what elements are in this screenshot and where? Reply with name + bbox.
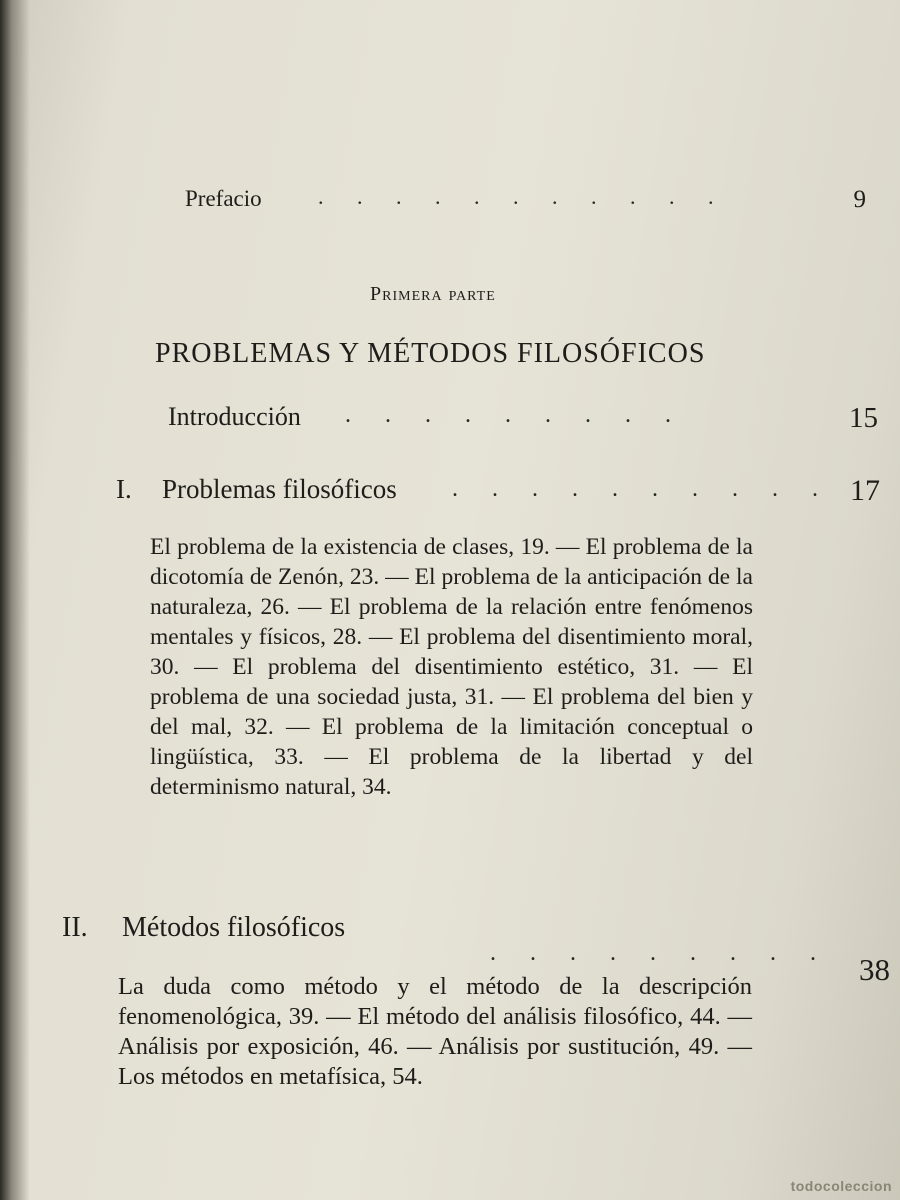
chapter-title: Problemas filosóficos bbox=[162, 474, 397, 504]
leader-dots: . . . . . . . . . bbox=[490, 940, 830, 966]
introduction-label: Introducción bbox=[168, 402, 301, 431]
preface-label: Prefacio bbox=[185, 186, 262, 211]
introduction-page: 15 bbox=[849, 402, 878, 434]
leader-dots: . . . . . . . . . . bbox=[452, 476, 832, 502]
chapter-page: 38 bbox=[859, 952, 890, 987]
chapter-page: 17 bbox=[850, 474, 880, 507]
preface-page: 9 bbox=[853, 186, 866, 213]
chapter-numeral: I. bbox=[116, 474, 132, 504]
watermark-logo: todocoleccion bbox=[790, 1178, 892, 1194]
leader-dots: . . . . . . . . . bbox=[345, 402, 685, 428]
part-label: Primera parte bbox=[370, 283, 496, 305]
page-edge-shadow bbox=[0, 0, 30, 1200]
chapter-numeral: II. bbox=[62, 912, 88, 943]
chapter-description: El problema de la existencia de clases, 19. — El problema de la dicotomía de Zenón, 23. — El problema de la anticipación de la naturaleza, 26. — El problema de la relación entre fenómenos mentales y físicos, 28. — El problema del disentimiento moral, 30. — El problema del disentimiento estético, 31. — El problema de una sociedad justa, 31. — El problema del bien y del mal, 32. — El problema de la limitación conceptual o lingüística, 33. — El problema de la libertad y del determinismo natural, 34. bbox=[150, 534, 753, 800]
part-title: PROBLEMAS Y MÉTODOS FILOSÓFICOS bbox=[155, 338, 706, 369]
chapter-title: Métodos filosóficos bbox=[122, 912, 346, 943]
leader-dots: . . . . . . . . . . . bbox=[318, 184, 728, 209]
chapter-description: La duda como método y el método de la descripción fenomenológica, 39. — El método del análisis filosófico, 44. — Análisis por exposición, 46. — Análisis por sustitución, 49. — Los métodos en metafísica, 54. bbox=[118, 973, 752, 1090]
